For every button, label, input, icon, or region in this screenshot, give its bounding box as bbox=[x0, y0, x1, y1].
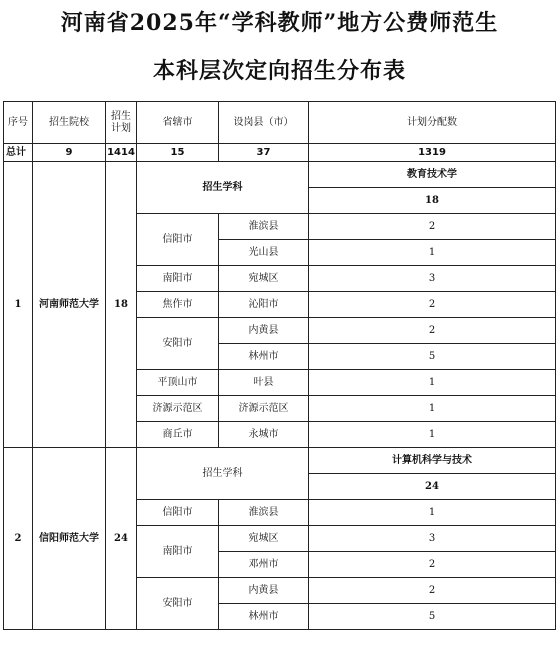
count-cell: 1 bbox=[309, 370, 556, 396]
count-cell: 2 bbox=[309, 578, 556, 604]
totals-row bbox=[4, 144, 556, 162]
count-cell: 3 bbox=[309, 526, 556, 552]
header-allocation: 计划分配数 bbox=[309, 102, 556, 144]
school-plan: 24 bbox=[106, 448, 137, 630]
subject-name: 计算机科学与技术 bbox=[309, 448, 556, 474]
county-cell: 济源示范区 bbox=[219, 396, 309, 422]
count-cell: 5 bbox=[309, 344, 556, 370]
school-name: 河南师范大学 bbox=[33, 162, 106, 448]
county-cell: 光山县 bbox=[219, 240, 309, 266]
totals-label: 总计 bbox=[4, 144, 33, 162]
table-row bbox=[4, 162, 556, 188]
totals-schools: 9 bbox=[33, 144, 106, 162]
count-cell: 3 bbox=[309, 266, 556, 292]
header-school: 招生院校 bbox=[33, 102, 106, 144]
county-cell: 宛城区 bbox=[219, 266, 309, 292]
city-cell: 商丘市 bbox=[137, 422, 219, 448]
count-cell: 5 bbox=[309, 604, 556, 630]
count-cell: 2 bbox=[309, 214, 556, 240]
totals-cities: 15 bbox=[137, 144, 219, 162]
city-cell: 安阳市 bbox=[137, 578, 219, 630]
county-cell: 永城市 bbox=[219, 422, 309, 448]
header-plan: 招生 计划 bbox=[106, 102, 137, 144]
county-cell: 林州市 bbox=[219, 604, 309, 630]
count-cell: 1 bbox=[309, 396, 556, 422]
table-row bbox=[4, 448, 556, 474]
county-cell: 内黄县 bbox=[219, 578, 309, 604]
allocation-table bbox=[3, 101, 556, 630]
totals-counties: 37 bbox=[219, 144, 309, 162]
school-name: 信阳师范大学 bbox=[33, 448, 106, 630]
county-cell: 宛城区 bbox=[219, 526, 309, 552]
document-title-line2: 本科层次定向招生分布表 bbox=[152, 58, 406, 84]
city-cell: 平顶山市 bbox=[137, 370, 219, 396]
city-cell: 信阳市 bbox=[137, 214, 219, 266]
header-county: 设岗县（市） bbox=[219, 102, 309, 144]
header-province-city: 省辖市 bbox=[137, 102, 219, 144]
city-cell: 济源示范区 bbox=[137, 396, 219, 422]
city-cell: 安阳市 bbox=[137, 318, 219, 370]
count-cell: 1 bbox=[309, 422, 556, 448]
school-seq: 1 bbox=[4, 162, 33, 448]
subject-name: 教育技术学 bbox=[309, 162, 556, 188]
school-plan: 18 bbox=[106, 162, 137, 448]
table-header-row bbox=[4, 102, 556, 144]
subject-total: 18 bbox=[309, 188, 556, 214]
count-cell: 2 bbox=[309, 292, 556, 318]
totals-plan: 1414 bbox=[106, 144, 137, 162]
county-cell: 沁阳市 bbox=[219, 292, 309, 318]
school-seq: 2 bbox=[4, 448, 33, 630]
subject-total: 24 bbox=[309, 474, 556, 500]
document-title-line1: 河南省2025年“学科教师”地方公费师范生 bbox=[60, 10, 499, 36]
header-seq: 序号 bbox=[4, 102, 33, 144]
count-cell: 2 bbox=[309, 318, 556, 344]
count-cell: 1 bbox=[309, 500, 556, 526]
county-cell: 叶县 bbox=[219, 370, 309, 396]
city-cell: 南阳市 bbox=[137, 526, 219, 578]
county-cell: 淮滨县 bbox=[219, 214, 309, 240]
totals-allocation: 1319 bbox=[309, 144, 556, 162]
count-cell: 2 bbox=[309, 552, 556, 578]
county-cell: 淮滨县 bbox=[219, 500, 309, 526]
count-cell: 1 bbox=[309, 240, 556, 266]
subject-label: 招生学科 bbox=[137, 162, 309, 214]
county-cell: 内黄县 bbox=[219, 318, 309, 344]
city-cell: 信阳市 bbox=[137, 500, 219, 526]
county-cell: 邓州市 bbox=[219, 552, 309, 578]
city-cell: 焦作市 bbox=[137, 292, 219, 318]
subject-label: 招生学科 bbox=[137, 448, 309, 500]
county-cell: 林州市 bbox=[219, 344, 309, 370]
city-cell: 南阳市 bbox=[137, 266, 219, 292]
